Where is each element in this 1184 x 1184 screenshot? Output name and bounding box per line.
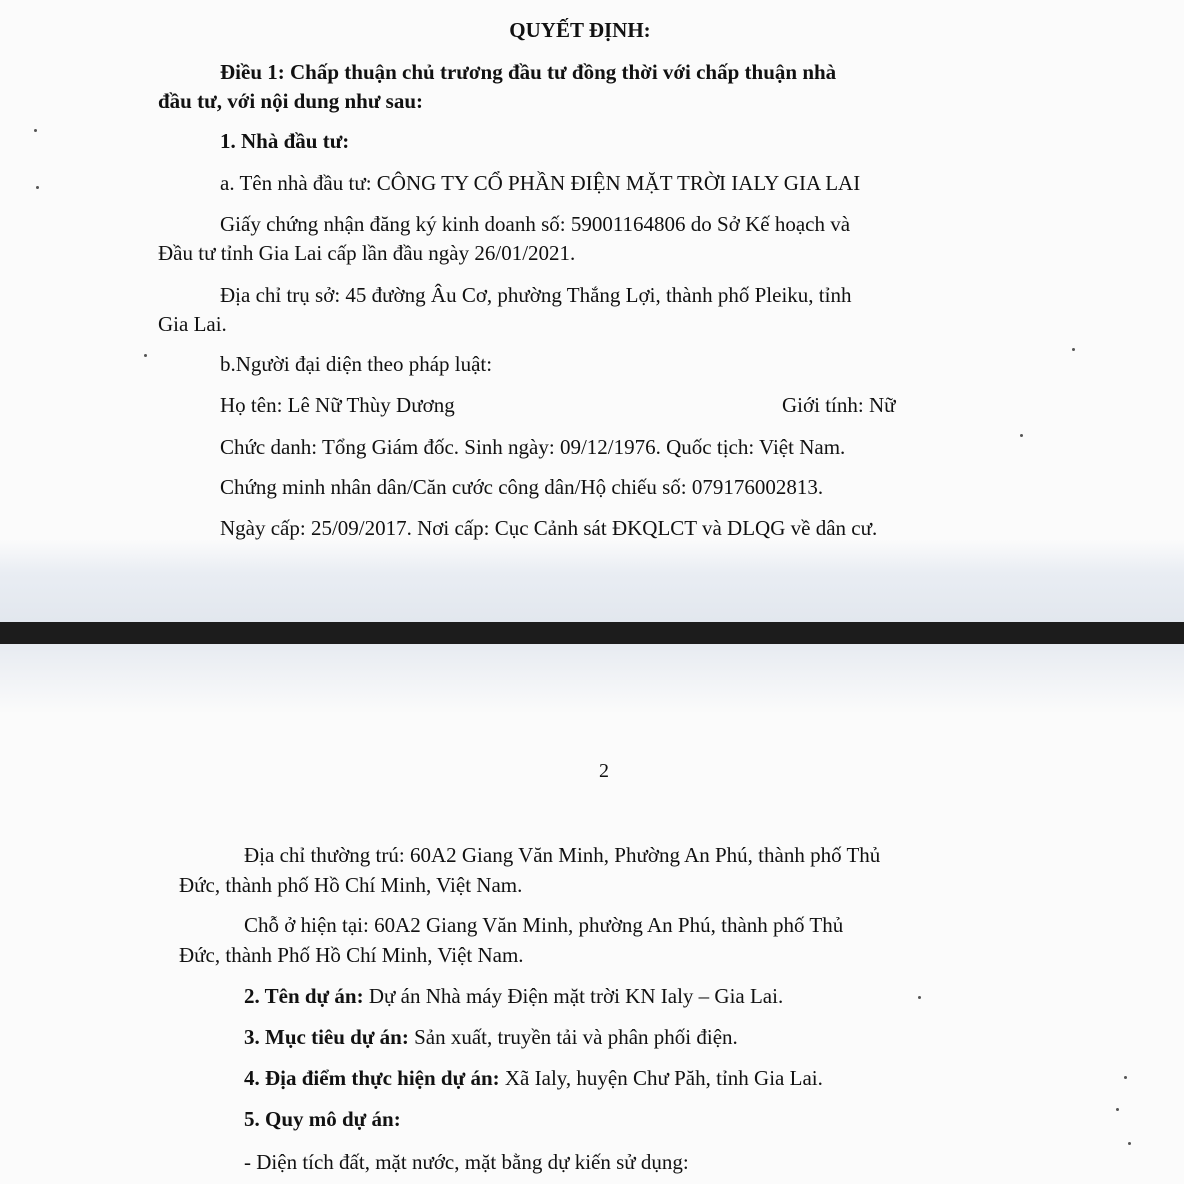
project-goal: [244, 1024, 738, 1050]
scan-speck: [1072, 348, 1075, 351]
rep-id-number: Chứng minh nhân dân/Căn cước công dân/Hộ chiếu số: 079176002813.: [220, 475, 824, 499]
page-separator: [0, 622, 1184, 644]
land-area-item: - Diện tích đất, mặt nước, mặt bằng dự kiến sử dụng:: [244, 1150, 689, 1174]
current-address-line-2: Đức, thành Phố Hồ Chí Minh, Việt Nam.: [179, 943, 524, 967]
current-address-line-1: Chỗ ở hiện tại: 60A2 Giang Văn Minh, phường An Phú, thành phố Thủ: [244, 913, 844, 937]
legal-rep-title: b.Người đại diện theo pháp luật:: [220, 352, 493, 376]
scan-speck: [36, 186, 39, 189]
scan-speck: [1124, 1076, 1127, 1079]
document-page-2: [0, 644, 1184, 1184]
rep-position: Chức danh: Tổng Giám đốc. Sinh ngày: 09/12/1976. Quốc tịch: Việt Nam.: [220, 435, 846, 459]
scan-speck: [34, 129, 37, 132]
scan-speck: [1020, 434, 1023, 437]
scan-speck: [144, 354, 147, 357]
article-1-line-1: Điều 1: Chấp thuận chủ trương đầu tư đồng thời với chấp thuận nhà: [220, 60, 837, 84]
rep-id-issue: Ngày cấp: 25/09/2017. Nơi cấp: Cục Cảnh sát ĐKQLCT và DLQG về dân cư.: [220, 516, 878, 540]
scan-shadow: [0, 540, 1184, 622]
section-1-title: 1. Nhà đầu tư:: [220, 129, 350, 153]
scan-speck: [1128, 1142, 1131, 1145]
project-location-label: 4. Địa điểm thực hiện dự án:: [244, 1066, 500, 1090]
permanent-address-line-2: Đức, thành phố Hồ Chí Minh, Việt Nam.: [179, 873, 523, 897]
project-goal-label: 3. Mục tiêu dự án:: [244, 1025, 409, 1049]
scan-shadow: [0, 644, 1184, 714]
rep-gender: Giới tính: Nữ: [782, 393, 896, 417]
project-goal-value: Sản xuất, truyền tải và phân phối điện.: [408, 1025, 738, 1049]
project-name-label: 2. Tên dự án:: [244, 984, 364, 1008]
project-location-value: Xã Ialy, huyện Chư Păh, tỉnh Gia Lai.: [499, 1066, 823, 1090]
head-office-line-2: Gia Lai.: [158, 312, 227, 336]
rep-name: Họ tên: Lê Nữ Thùy Dương: [220, 393, 455, 417]
project-scale-title: 5. Quy mô dự án:: [244, 1107, 401, 1131]
page-number: 2: [599, 760, 609, 782]
business-cert-line-1: Giấy chứng nhận đăng ký kinh doanh số: 59001164806 do Sở Kế hoạch và: [220, 212, 851, 236]
scan-speck: [1116, 1108, 1119, 1111]
investor-name: a. Tên nhà đầu tư: CÔNG TY CỔ PHẦN ĐIỆN MẶT TRỜI IALY GIA LAI: [220, 171, 861, 195]
scan-speck: [918, 996, 921, 999]
project-name: [244, 983, 783, 1009]
decision-heading: QUYẾT ĐỊNH:: [509, 18, 651, 42]
article-1-line-2: đầu tư, với nội dung như sau:: [158, 89, 424, 113]
project-location: [244, 1065, 823, 1091]
business-cert-line-2: Đầu tư tỉnh Gia Lai cấp lần đầu ngày 26/01/2021.: [158, 241, 576, 265]
project-name-value: Dự án Nhà máy Điện mặt trời KN Ialy – Gia Lai.: [363, 984, 784, 1008]
head-office-line-1: Địa chỉ trụ sở: 45 đường Âu Cơ, phường Thắng Lợi, thành phố Pleiku, tỉnh: [220, 283, 852, 307]
permanent-address-line-1: Địa chỉ thường trú: 60A2 Giang Văn Minh, Phường An Phú, thành phố Thủ: [244, 843, 881, 867]
